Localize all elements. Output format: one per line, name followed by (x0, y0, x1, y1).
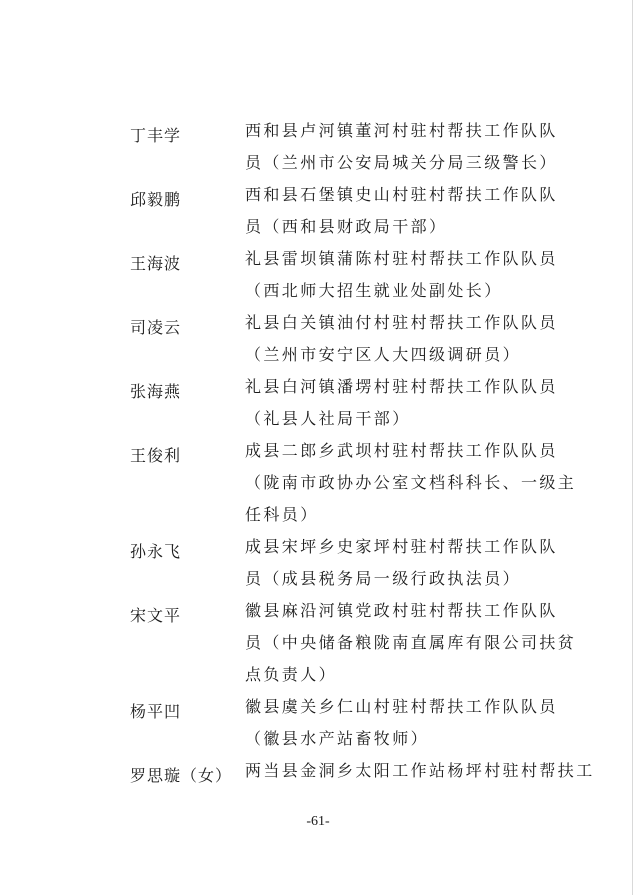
description-line: 徽县麻沿河镇党政村驻村帮扶工作队队 (245, 601, 558, 620)
person-description (245, 595, 577, 691)
description-line: 员（成县税务局一级行政执法员） (245, 569, 522, 588)
description-line: 西和县石堡镇史山村驻村帮扶工作队队 (245, 185, 558, 204)
person-name: 张海燕 (130, 382, 182, 401)
description-line: 员（西和县财政局干部） (245, 217, 448, 236)
description-line: 礼县白河镇潘塄村驻村帮扶工作队队员 (245, 377, 558, 396)
description-line: （西北师大招生就业处副处长） (245, 281, 503, 300)
description-line: 礼县白关镇油付村驻村帮扶工作队队员 (245, 313, 558, 332)
page-number: -61- (306, 814, 330, 829)
person-description (245, 243, 558, 307)
description-line: （陇南市政协办公室文档科科长、一级主 (245, 473, 577, 492)
description-line: 礼县雷坝镇蒲陈村驻村帮扶工作队队员 (245, 249, 558, 268)
person-name: 王海波 (130, 254, 182, 273)
person-name: 丁丰学 (130, 126, 182, 145)
person-name: 邱毅鹏 (130, 190, 182, 209)
description-line: （兰州市安宁区人大四级调研员） (245, 345, 522, 364)
person-name: 孙永飞 (130, 542, 182, 561)
person-name: 宋文平 (130, 606, 182, 625)
person-description (245, 371, 558, 435)
description-line: 成县二郎乡武坝村驻村帮扶工作队队员 (245, 441, 558, 460)
description-line: 点负责人） (245, 665, 338, 684)
person-description (245, 755, 595, 787)
person-description (245, 307, 558, 371)
description-line: 成县宋坪乡史家坪村驻村帮扶工作队队 (245, 537, 558, 556)
page-edge (632, 0, 633, 895)
person-name: 司凌云 (130, 318, 182, 337)
description-line: 员（中央储备粮陇南直属库有限公司扶贫 (245, 633, 577, 652)
person-description (245, 115, 558, 179)
person-description (245, 691, 558, 755)
description-line: （徽县水产站畜牧师） (245, 729, 430, 748)
description-line: 徽县虞关乡仁山村驻村帮扶工作队队员 (245, 697, 558, 716)
description-line: 两当县金洞乡太阳工作站杨坪村驻村帮扶工 (245, 761, 595, 780)
description-line: 任科员） (245, 505, 319, 524)
description-line: 员（兰州市公安局城关分局三级警长） (245, 153, 558, 172)
description-line: （礼县人社局干部） (245, 409, 411, 428)
description-line: 西和县卢河镇董河村驻村帮扶工作队队 (245, 121, 558, 140)
person-description (245, 531, 558, 595)
person-name: 杨平凹 (130, 702, 182, 721)
person-description (245, 435, 577, 531)
person-description (245, 179, 558, 243)
person-name: 罗思璇（女） (130, 766, 233, 785)
person-name: 王俊利 (130, 446, 182, 465)
